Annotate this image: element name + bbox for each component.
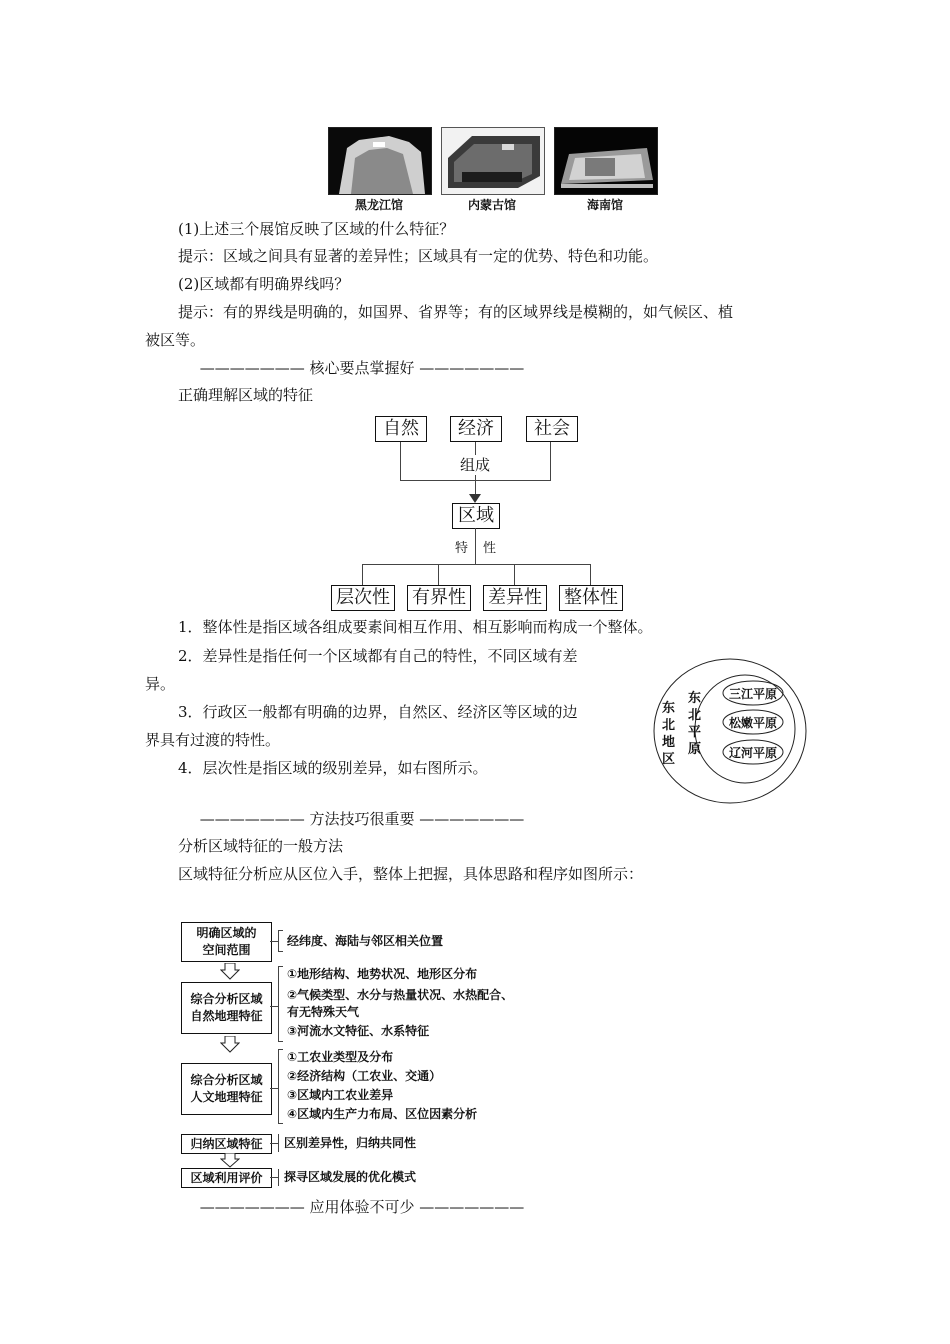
question-2: (2)区域都有明确界线吗？	[178, 275, 350, 293]
songnen-plain-label: 松嫩平原	[728, 716, 777, 730]
bracket-line	[278, 966, 283, 967]
flow-step-title: 综合分析区域 自然地理特征	[190, 992, 263, 1023]
label-char: 北	[688, 708, 702, 723]
characteristic-label-left: 特	[455, 541, 469, 556]
bracket-line	[270, 1088, 278, 1089]
inner-mongolia-pavilion-image	[442, 128, 544, 194]
connector	[590, 564, 591, 585]
connector	[362, 564, 590, 565]
flow-step-title: 明确区域的 空间范围	[196, 926, 257, 957]
connector	[362, 564, 363, 585]
point-1: 1．整体性是指区域各组成要素间相互作用、相互影响而构成一个整体。	[178, 618, 653, 636]
point-2-line2: 异。	[145, 675, 176, 693]
flow-step-spatial-range	[181, 922, 272, 962]
label-char: 东	[688, 691, 702, 706]
flow-step-human	[181, 1063, 272, 1115]
bracket-line	[278, 1049, 279, 1124]
bracket-line	[278, 951, 283, 952]
photo-caption: 海南馆	[586, 198, 623, 212]
boundary-box: 有界性	[407, 585, 471, 611]
sanjiang-plain-label: 三江平原	[728, 687, 777, 701]
answer-2-line1: 提示：有的界线是明确的，如国界、省界等；有的区域界线是模糊的，如气候区、植	[178, 303, 734, 321]
flow-detail: 区别差异性，归纳共同性	[284, 1136, 417, 1150]
bracket-line	[278, 930, 283, 931]
bracket-line	[270, 941, 278, 942]
flow-detail: 有无特殊天气	[287, 1005, 360, 1019]
photo-caption: 内蒙古馆	[467, 198, 516, 212]
difference-box: 差异性	[483, 585, 547, 611]
connector	[475, 528, 476, 564]
characteristic-label-right: 性	[483, 541, 497, 556]
flow-step-title: 综合分析区域 人文地理特征	[190, 1073, 263, 1104]
point-2-line1: 2．差异性是指任何一个区域都有自己的特性，不同区域有差	[178, 647, 578, 665]
bracket-line	[278, 930, 279, 952]
flow-step-title: 归纳区域特征	[190, 1136, 263, 1151]
liaohe-plain-label: 辽河平原	[728, 746, 777, 760]
flow-detail: 经纬度、海陆与邻区相关位置	[287, 934, 444, 948]
point-4: 4．层次性是指区域的级别差异，如右图所示。	[178, 759, 488, 777]
flow-detail: ①工农业类型及分布	[287, 1050, 394, 1064]
inner-mongolia-pavilion-photo	[441, 127, 545, 195]
point-3-line2: 界具有过渡的特性。	[145, 731, 281, 749]
bracket-line	[270, 1006, 278, 1007]
label-char: 地	[662, 735, 676, 750]
section-heading-practice: ——————— 应用体验不可少 ———————	[199, 1198, 525, 1216]
flow-detail: ③河流水文特征、水系特征	[287, 1024, 430, 1038]
connector	[400, 442, 401, 480]
down-arrow-icon	[220, 963, 240, 980]
connector	[438, 564, 439, 585]
bracket-line	[270, 1177, 278, 1178]
label-char: 北	[662, 718, 676, 733]
bracket-line	[278, 1134, 279, 1152]
answer-1: 提示：区域之间具有显著的差异性；区域具有一定的优势、特色和功能。	[178, 247, 659, 265]
bracket-line	[278, 966, 279, 1042]
flow-detail: ④区域内生产力布局、区位因素分析	[287, 1107, 478, 1121]
flow-detail: 探寻区域发展的优化模式	[284, 1170, 417, 1184]
northeast-region-label	[662, 700, 678, 768]
bracket-line	[278, 1049, 283, 1050]
connector	[550, 442, 551, 480]
section-subtitle: 分析区域特征的一般方法	[178, 837, 344, 855]
nature-box: 自然	[375, 416, 427, 442]
question-1: (1)上述三个展馆反映了区域的什么特征？	[178, 220, 455, 238]
photo-caption: 黑龙江馆	[354, 198, 403, 212]
society-box: 社会	[526, 416, 578, 442]
hainan-pavilion-image	[555, 128, 657, 194]
region-box: 区域	[452, 503, 500, 529]
bracket-line	[278, 1169, 279, 1186]
section-heading-core: ——————— 核心要点掌握好 ———————	[199, 359, 525, 377]
method-intro: 区域特征分析应从区位入手，整体上把握，具体思路和程序如图所示：	[178, 865, 644, 883]
flow-step-evaluate	[181, 1168, 272, 1188]
hainan-pavilion-photo	[554, 127, 658, 195]
connector	[514, 564, 515, 585]
hierarchy-box: 层次性	[331, 585, 395, 611]
flow-step-title: 区域利用评价	[190, 1170, 263, 1185]
down-arrow-icon	[220, 1036, 240, 1053]
flow-step-summarize	[181, 1134, 272, 1154]
integrity-box: 整体性	[559, 585, 623, 611]
economy-box: 经济	[450, 416, 502, 442]
flow-detail: ①地形结构、地势状况、地形区分布	[287, 967, 478, 981]
label-char: 区	[662, 752, 676, 767]
northeast-plain-label	[688, 690, 704, 758]
bracket-line	[278, 1041, 283, 1042]
flow-detail: ②气候类型、水分与热量状况、水热配合、	[287, 988, 514, 1002]
label-char: 原	[688, 742, 702, 757]
bracket-line	[270, 1143, 278, 1144]
compose-label: 组成	[460, 456, 491, 474]
flow-detail: ③区域内工农业差异	[287, 1088, 394, 1102]
down-arrow-icon	[220, 1153, 240, 1168]
label-char: 东	[662, 701, 676, 716]
heilongjiang-pavilion-image	[329, 128, 431, 194]
section-subtitle: 正确理解区域的特征	[178, 386, 314, 404]
answer-2-line2: 被区等。	[145, 331, 206, 349]
flow-detail: ②经济结构（工农业、交通）	[287, 1069, 442, 1083]
label-char: 平	[688, 725, 702, 740]
flow-step-natural	[181, 982, 272, 1034]
point-3-line1: 3．行政区一般都有明确的边界，自然区、经济区等区域的边	[178, 703, 578, 721]
bracket-line	[278, 1123, 283, 1124]
heilongjiang-pavilion-photo	[328, 127, 432, 195]
section-heading-method: ——————— 方法技巧很重要 ———————	[199, 810, 525, 828]
connector	[400, 480, 551, 481]
